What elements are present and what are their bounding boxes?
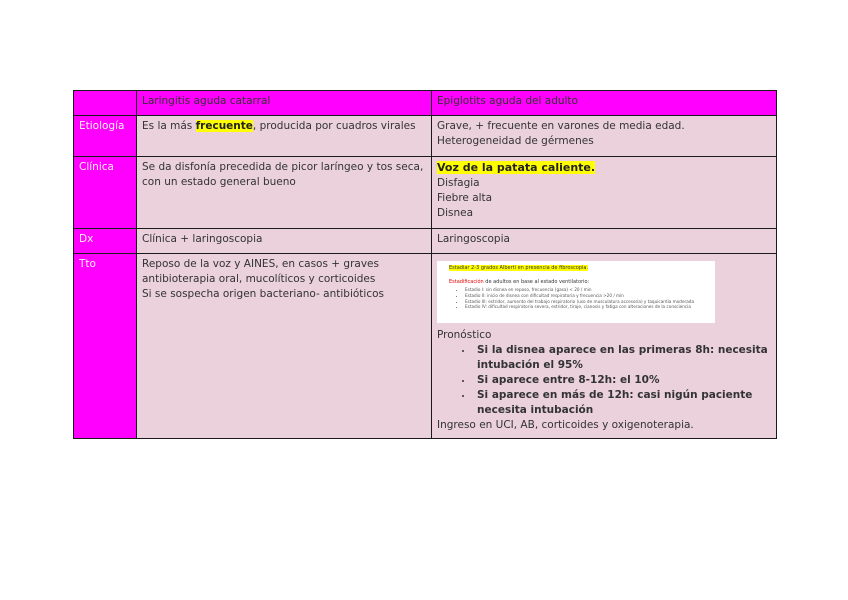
embed-subtitle	[449, 279, 589, 285]
cell-clinica-laringitis: Se da disfonía precedida de picor laríngeo y tos seca, con un estado general bueno	[137, 157, 432, 229]
tto-line: Si se sospecha origen bacteriano- antibióticos	[142, 288, 385, 300]
row-label-dx: Dx	[74, 229, 137, 254]
embed-list-item: • Estadio I: sin disnea en reposo, frecuencia (gasa) < 20 / min	[465, 287, 694, 293]
text: , producida por cuadros virales	[252, 120, 416, 132]
header-epiglotitis: Epiglotits aguda del adulto	[432, 91, 777, 116]
text: Es la más	[142, 120, 196, 132]
cell-etiologia-laringitis	[137, 116, 432, 157]
cell-tto-laringitis	[137, 254, 432, 439]
embedded-image	[437, 261, 715, 323]
embed-list-item: • Estadio II: inicio de disnea con dificultad respiratoria y frecuencia >20 / min	[465, 293, 694, 299]
symptom-line: Fiebre alta	[437, 192, 493, 204]
embed-red-text: Estadificación	[449, 279, 484, 285]
header-laringitis: Laringitis aguda catarral	[137, 91, 432, 116]
embed-title: Estadiar 2-3 grados Alberti en presencia de fibroscopia.	[449, 265, 589, 271]
tto-footer: Ingreso en UCI, AB, corticoides y oxigenoterapia.	[437, 419, 694, 431]
row-etiologia	[74, 116, 777, 157]
embed-list-item: • Estadio III: estridor, aumento del trabajo respiratorio (uso de musculatura accesoria) y taquicardia moderada	[465, 299, 694, 305]
highlight-frecuente: frecuente	[195, 120, 253, 132]
tto-line: Reposo de la voz y AINES, en casos + graves antibioterapia oral, mucolíticos y corticoides	[142, 258, 379, 285]
cell-etiologia-epiglotitis: Grave, + frecuente en varones de media edad. Heterogeneidad de gérmenes	[432, 116, 777, 157]
pronostico-item: • Si aparece en más de 12h: casi nigún paciente necesita intubación	[473, 388, 771, 418]
row-label-etiologia: Etiología	[74, 116, 137, 157]
comparison-table	[73, 90, 777, 439]
embed-list-item: • Estadio IV: dificultad respiratoria severa, estridor, tiraje, cianosis y fatiga con alteraciones de la consciencia	[465, 304, 694, 310]
highlight-voz-patata: Voz de la patata caliente.	[437, 161, 596, 174]
embed-list	[457, 287, 694, 310]
cell-dx-laringitis: Clínica + laringoscopia	[137, 229, 432, 254]
row-dx	[74, 229, 777, 254]
header-row	[74, 91, 777, 116]
row-clinica	[74, 157, 777, 229]
row-label-clinica: Clínica	[74, 157, 137, 229]
symptom-line: Disnea	[437, 207, 474, 219]
pronostico-item: • Si la disnea aparece en las primeras 8h: necesita intubación el 95%	[473, 343, 771, 373]
pronostico-item: • Si aparece entre 8-12h: el 10%	[473, 373, 771, 388]
pronostico-list	[437, 343, 771, 418]
cell-dx-epiglotitis: Laringoscopia	[432, 229, 777, 254]
row-label-tto: Tto	[74, 254, 137, 439]
embed-text: de adultos en base al estado ventilatorio:	[483, 279, 590, 285]
row-tto	[74, 254, 777, 439]
cell-tto-epiglotitis	[432, 254, 777, 439]
header-cell-empty	[74, 91, 137, 116]
pronostico-title: Pronóstico	[437, 329, 492, 341]
symptom-line: Disfagia	[437, 177, 480, 189]
cell-clinica-epiglotitis	[432, 157, 777, 229]
